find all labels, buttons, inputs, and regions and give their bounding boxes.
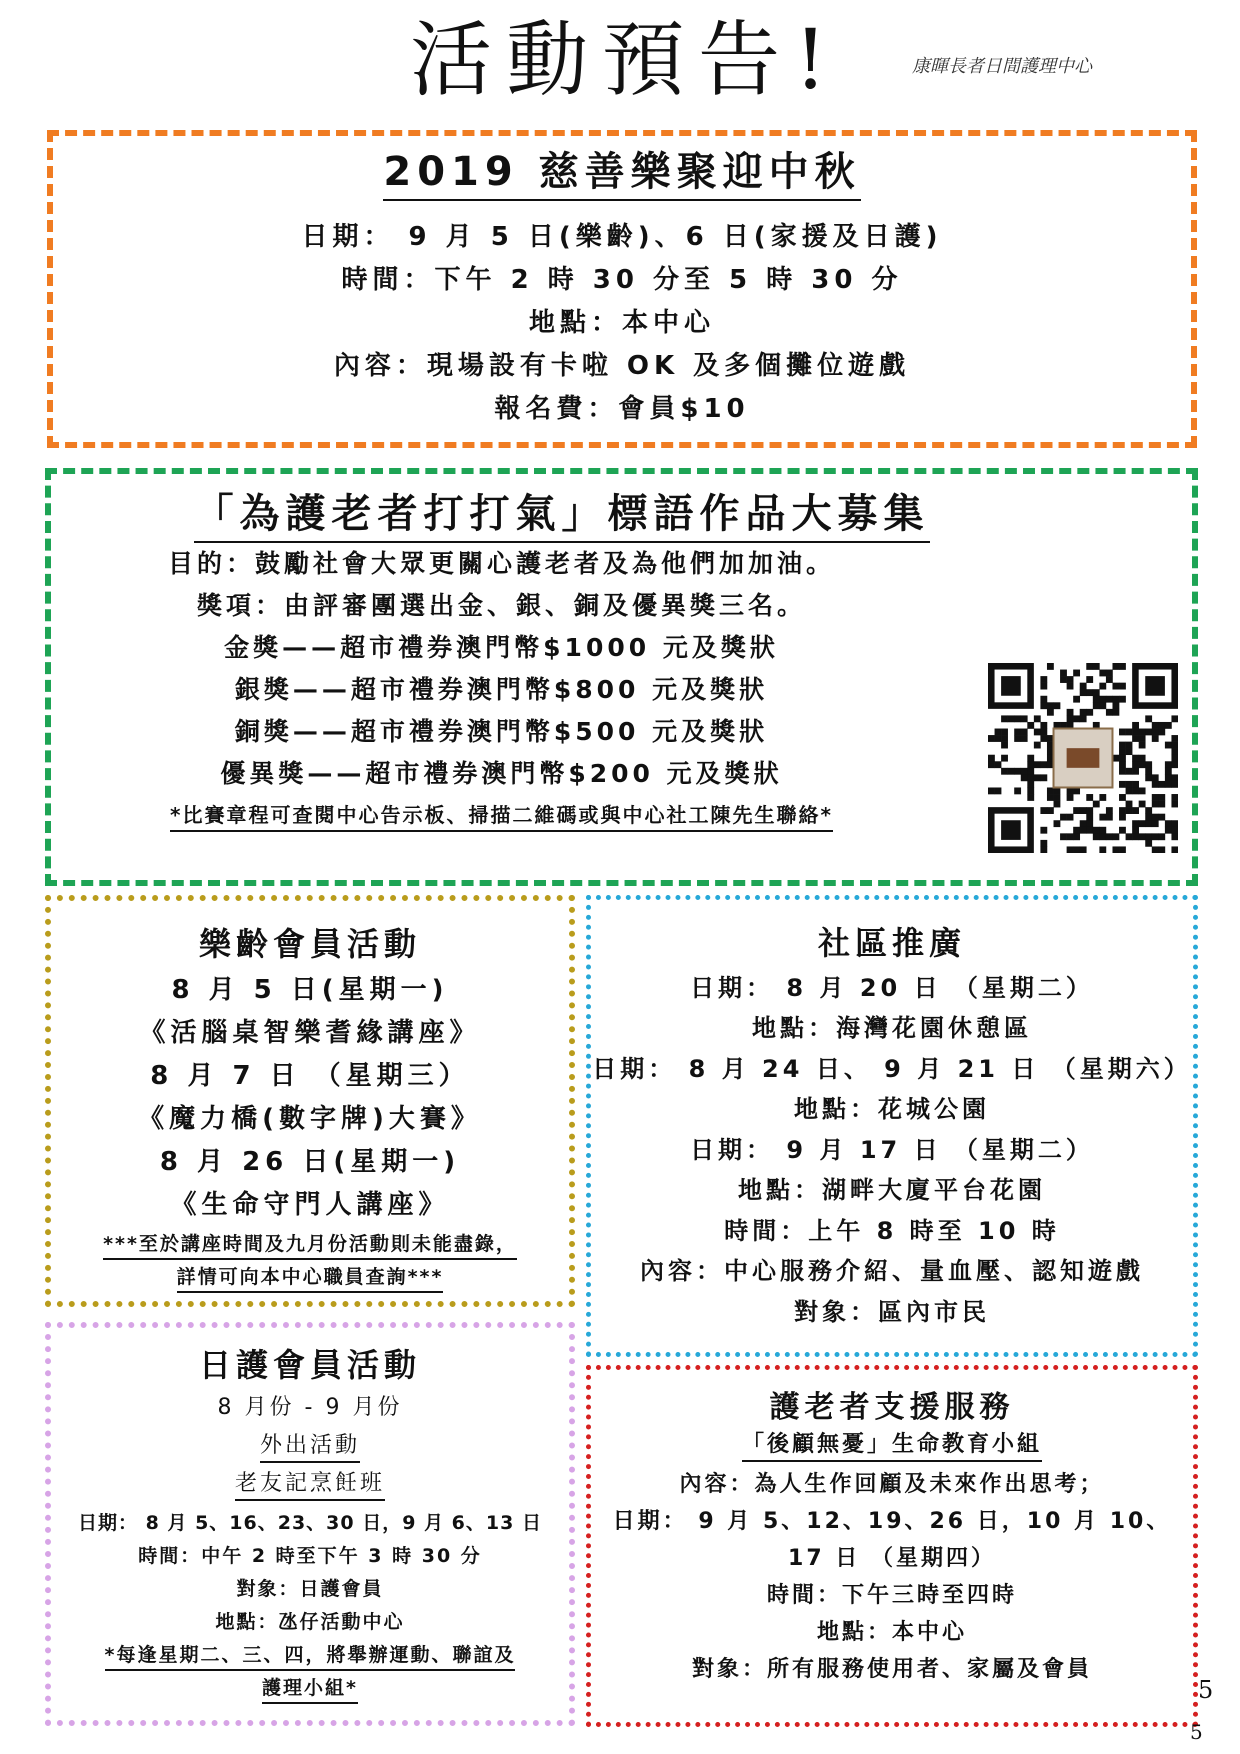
carer-support-box xyxy=(586,1365,1198,1727)
daycare-cooking: 老友記烹飪班 xyxy=(235,1466,385,1501)
daycare-title: 日護會員活動 xyxy=(198,1346,421,1384)
senior-date-3: 8 月 26 日(星期一) xyxy=(159,1147,461,1177)
community-venue-3: 地點：湖畔大廈平台花園 xyxy=(738,1176,1046,1204)
carer-dates-1: 日期： 9 月 5、12、19、26 日，10 月 10、 xyxy=(612,1509,1172,1534)
slogan-gold: 金獎——超市禮券澳門幣$1000 元及獎狀 xyxy=(224,633,779,662)
mid-autumn-content: 內容：現場設有卡啦 OK 及多個攤位遊戲 xyxy=(333,351,911,381)
community-date-1: 日期： 8 月 20 日 （星期二） xyxy=(690,974,1094,1002)
slogan-silver: 銀獎——超市禮券澳門幣$800 元及獎狀 xyxy=(234,675,769,704)
mid-autumn-title: 2019 慈善樂聚迎中秋 xyxy=(383,140,860,201)
senior-note-2: 詳情可向本中心職員查詢*** xyxy=(177,1262,444,1293)
page-number-footer: 5 xyxy=(1190,1720,1203,1744)
senior-event-1: 《活腦桌智樂耆緣講座》 xyxy=(139,1018,481,1048)
slogan-awards: 獎項：由評審團選出金、銀、銅及優異獎三名。 xyxy=(196,591,806,620)
mid-autumn-venue: 地點：本中心 xyxy=(528,308,715,338)
page-number: 5 xyxy=(1198,1676,1214,1704)
senior-date-2: 8 月 7 日 （星期三） xyxy=(150,1061,470,1091)
community-date-2: 日期： 8 月 24 日、 9 月 21 日 （星期六） xyxy=(592,1055,1192,1083)
community-target: 對象：區內市民 xyxy=(794,1298,990,1326)
carer-dates-2: 17 日 （星期四） xyxy=(788,1546,996,1571)
slogan-note: *比賽章程可查閱中心告示板、掃描二維碼或與中心社工陳先生聯絡* xyxy=(170,799,833,832)
mid-autumn-time: 時間：下午 2 時 30 分至 5 時 30 分 xyxy=(341,265,903,295)
daycare-time: 時間：中午 2 時至下午 3 時 30 分 xyxy=(138,1545,482,1567)
community-time: 時間：上午 8 時至 10 時 xyxy=(724,1217,1060,1245)
senior-event-2: 《魔力橋(數字牌)大賽》 xyxy=(138,1104,482,1134)
mid-autumn-fee: 報名費：會員$10 xyxy=(494,394,750,424)
senior-members-box xyxy=(45,895,575,1307)
daycare-period: 8 月份 - 9 月份 xyxy=(217,1395,403,1420)
carer-venue: 地點：本中心 xyxy=(816,1620,967,1645)
senior-note-1: ***至於講座時間及九月份活動則未能盡錄， xyxy=(103,1229,517,1260)
carer-target: 對象：所有服務使用者、家屬及會員 xyxy=(691,1657,1092,1682)
daycare-target: 對象：日護會員 xyxy=(236,1578,384,1600)
community-promotion-box xyxy=(586,895,1198,1357)
daycare-note-2: 護理小組* xyxy=(262,1673,358,1704)
senior-date-1: 8 月 5 日(星期一) xyxy=(171,975,449,1005)
community-content: 內容：中心服務介紹、量血壓、認知遊戲 xyxy=(640,1257,1144,1285)
qr-code-icon[interactable] xyxy=(988,663,1178,853)
slogan-title: 「為護老者打打氣」標語作品大募集 xyxy=(194,482,930,543)
carer-time: 時間：下午三時至四時 xyxy=(766,1583,1017,1608)
community-venue-1: 地點：海灣花園休憩區 xyxy=(752,1014,1032,1042)
community-venue-2: 地點：花城公園 xyxy=(794,1095,990,1123)
slogan-purpose: 目的：鼓勵社會大眾更關心護老者及為他們加加油。 xyxy=(167,549,835,578)
daycare-venue: 地點：氹仔活動中心 xyxy=(215,1611,405,1633)
organization-name: 康暉長者日間護理中心 xyxy=(912,56,1092,77)
daycare-dates: 日期： 8 月 5、16、23、30 日，9 月 6、13 日 xyxy=(78,1512,542,1534)
slogan-merit: 優異獎——超市禮券澳門幣$200 元及獎狀 xyxy=(220,759,783,788)
senior-title: 樂齡會員活動 xyxy=(198,925,421,963)
page-title: 活動預告! xyxy=(410,13,841,108)
mid-autumn-date: 日期： 9 月 5 日(樂齡)、6 日(家援及日護) xyxy=(301,222,943,252)
slogan-bronze: 銅獎——超市禮券澳門幣$500 元及獎狀 xyxy=(234,717,769,746)
carer-content: 內容：為人生作回顧及未來作出思考； xyxy=(679,1472,1105,1497)
daycare-outing: 外出活動 xyxy=(260,1428,360,1463)
daycare-note-1: *每逢星期二、三、四，將舉辦運動、聯誼及 xyxy=(105,1640,516,1671)
community-title: 社區推廣 xyxy=(817,924,966,962)
carer-subtitle: 「後顧無憂」生命教育小組 xyxy=(742,1427,1042,1462)
mid-autumn-event-box xyxy=(47,130,1197,448)
senior-event-3: 《生命守門人講座》 xyxy=(170,1190,450,1220)
carer-title: 護老者支援服務 xyxy=(769,1390,1015,1425)
community-date-3: 日期： 9 月 17 日 （星期二） xyxy=(690,1136,1094,1164)
daycare-members-box xyxy=(45,1322,575,1726)
